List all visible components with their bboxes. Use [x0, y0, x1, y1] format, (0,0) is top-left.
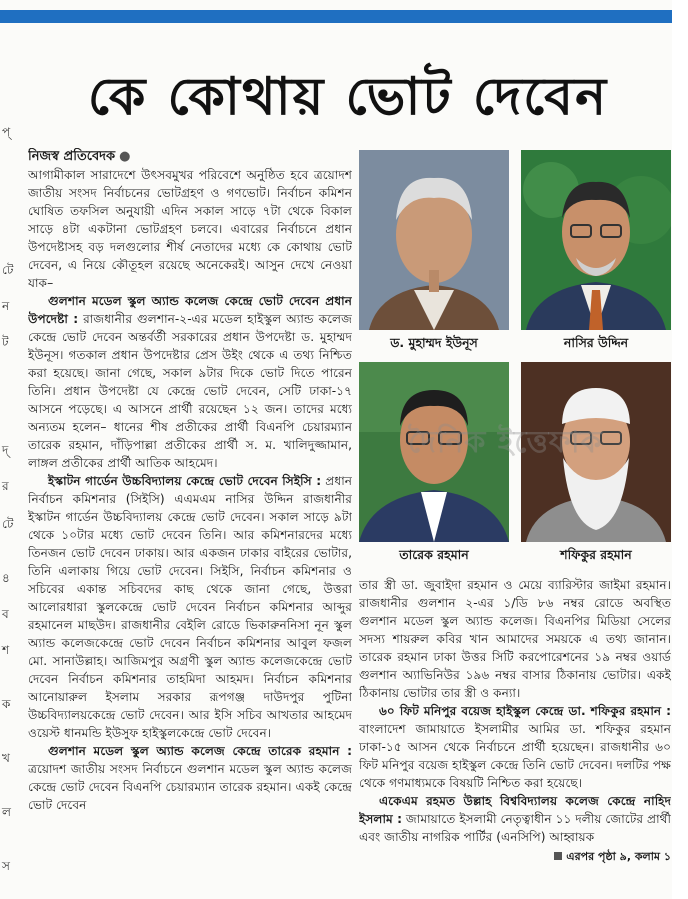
section-4-text: বাংলাদেশ জামায়াতে ইসলামীর আমির ডা. শফিকুর রহমান ঢাকা-১৫ আসন থেকে নির্বাচনে প্রার্থী হয়েছেন। রাজধানীর ৬০ ফিট মনিপুর বয়েজ হাইস্কুল কেন্দ্রে তিনি ভোট দেবেন। দলটির পক্ষ থেকে গণমাধ্যমকে বিষয়টি নিশ্চিত করা হয়েছে।: [359, 722, 671, 790]
portrait-nasir-image: [521, 150, 671, 330]
section-1-text: রাজধানীর গুলশান-২-এর মডেল হাইস্কুল অ্যান্ড কলেজ কেন্দ্রে ভোট দেবেন অন্তর্বর্তী সরকারের প্রধান উপদেষ্টা ড. মুহাম্মদ ইউনূস। গতকাল প্রধান উপদেষ্টার প্রেস উইং থেকে এ তথ্য নিশ্চিত করা হয়েছে। জানা গেছে, সকাল ৯টার দিকে ভোট দিতে পারেন তিনি। প্রধান উপদেষ্টা যে কেন্দ্রে ভোট দেবেন, সেটি ঢাকা-১৭ আসনে পড়েছে। এ আসনে প্রার্থী রয়েছেন ১২ জন। তাদের মধ্যে অন্যতম হলেন– ধানের শীষ প্রতীকের প্রার্থী বিএনপি চেয়ারম্যান তারেক রহমান, দাঁড়িপাল্লা প্রতীকের প্রার্থী স. ম. খালিদুজ্জামান, লাঙ্গল প্রতীকের প্রার্থী আতিক আহমেদ।: [28, 312, 352, 470]
subhead-shafiqur: ৬০ ফিট মনিপুর বয়েজ হাইস্কুল কেন্দ্রে ডা. শফিকুর রহমান :: [379, 704, 671, 718]
intro-text: আগামীকাল সারাদেশে উৎসবমুখর পরিবেশে অনুষ্ঠিত হবে ত্রয়োদশ জাতীয় সংসদ নির্বাচনের ভোটগ্রহণ ও গণভোট। নির্বাচন কমিশন ঘোষিত তফসিল অনুযায়ী এদিন সকাল সাড়ে ৭টা থেকে বিকাল সাড়ে ৪টা একটানা ভোটগ্রহণ চলবে। এবারের নির্বাচনে প্রধান উপদেষ্টাসহ বড় দলগুলোর শীর্ষ নেতাদের মধ্যে কে কোথায় ভোট দেবেন, এ নিয়ে কৌতূহল রয়েছে অনেকেরই। আসুন দেখে নেওয়া যাক–: [28, 168, 352, 290]
square-bullet-icon: [554, 852, 562, 860]
section-2-text: প্রধান নির্বাচন কমিশনার (সিইসি) এএমএম নাসির উদ্দিন রাজধানীর ইস্কাটন গার্ডেন উচ্চবিদ্যালয় কেন্দ্রে ভোট দেবেন। সকাল সাড়ে ৯টা থেকে ১০টার মধ্যে ভোট দেবেন তিনি। আর কমিশনারদের মধ্যে তিনজন ভোট দেবেন ঢাকায়। আর একজন ঢাকার বাইরের ভোটার, তিনি এলাকায় গিয়ে ভোট দেবেন। সিইসি, নির্বাচন কমিশনার ও সচিবের একান্ত সচিবদের কাছ থেকে জানা গেছে, উত্তরা আলোরধারা স্কুলকেন্দ্রে ভোট দেবেন নির্বাচন কমিশনার আব্দুর রহমানেল মাছউদ। রাজধানীর বেইলি রোডে ভিকারুননিসা নূন স্কুল অ্যান্ড কলেজকেন্দ্রে ভোট দেবেন নির্বাচন কমিশনার আবুল ফজল মো. সানাউল্লাহ। আজিমপুর অগ্রণী স্কুল অ্যান্ড কলেজকেন্দ্রে ভোট দেবেন নির্বাচন কমিশনার তাহমিদা আহমদ। নির্বাচন কমিশনার আনোয়ারুল ইসলাম সরকার রূপগঞ্জ দাউদপুর পুটিনা উচ্চবিদ্যালয়কেন্দ্রে ভোট দেবেন। আর ইসি সচিব আখতার আহমেদ ওয়েস্ট ধানমন্ডি ইউসুফ হাইস্কুলকেন্দ্রে ভোট দেবেন।: [28, 474, 352, 740]
page-margin: [672, 0, 688, 899]
paragraph-section-3: [28, 742, 352, 814]
subhead-cec: ইস্কাটন গার্ডেন উচ্চবিদ্যালয় কেন্দ্রে ভোট দেবেন সিইসি :: [48, 474, 322, 488]
portrait-photo-yunus: [359, 150, 509, 330]
watermark: দৈনিক ইত্তেফাক: [408, 425, 603, 460]
caption-tarique: তারেক রহমান: [399, 547, 469, 562]
caption-shafiqur: শফিকুর রহমান: [560, 547, 632, 562]
adjacent-column-fragment: প্ টে ন ট দ্ র টে ৪ ব শ ক খ ল স: [2, 125, 14, 873]
continued-text: এরপর পৃষ্ঠা ৯, কলাম ১: [566, 850, 671, 863]
paragraph-continuation: [359, 576, 671, 702]
portrait-yunus-image: [359, 150, 509, 330]
photo-grid: [359, 150, 671, 562]
paragraph-intro: [28, 166, 352, 292]
byline: [28, 148, 352, 166]
bullet-icon: ●: [119, 149, 131, 164]
top-color-banner: [0, 10, 672, 23]
paragraph-section-5: [359, 792, 671, 863]
paragraph-section-1: [28, 292, 352, 472]
paragraph-section-4: [359, 702, 671, 792]
article-left-column: [28, 148, 352, 893]
section-5-text: জামায়াতে ইসলামী নেতৃত্বাধীন ১১ দলীয় জোটের প্রার্থী এবং জাতীয় নাগরিক পার্টির (এনসিপি) আহ্বায়ক: [359, 812, 671, 844]
continued-on-page[interactable]: [554, 848, 671, 866]
paragraph-section-2: [28, 472, 352, 742]
section-3-text: ত্রয়োদশ জাতীয় সংসদ নির্বাচনে গুলশান মডেল স্কুল অ্যান্ড কলেজ কেন্দ্রে ভোট দেবেন বিএনপি চেয়ারম্যান তারেক রহমান। একই কেন্দ্রে ভোট দেবেন: [28, 762, 352, 812]
subhead-chief-adviser: গুলশান মডেল স্কুল অ্যান্ড কলেজ কেন্দ্রে ভোট দেবেন প্রধান উপদেষ্টা :: [28, 294, 352, 326]
subhead-tarique: গুলশান মডেল স্কুল অ্যান্ড কলেজ কেন্দ্রে তারেক রহমান :: [48, 744, 352, 758]
portrait-photo-nasir: [521, 150, 671, 330]
article-right-column: [359, 576, 671, 893]
byline-text: নিজস্ব প্রতিবেদক: [28, 149, 116, 164]
caption-yunus: ড. মুহাম্মদ ইউনূস: [390, 335, 478, 350]
continuation-text: তার স্ত্রী ডা. জুবাইদা রহমান ও মেয়ে ব্যারিস্টার জাইমা রহমান। রাজধানীর গুলশান ২-এর ১/ডি ৮৬ নম্বর রোডে অবস্থিত গুলশান মডেল স্কুল অ্যান্ড কলেজ। বিএনপির মিডিয়া সেলের সদস্য শায়রুল কবির খান আমাদের সময়কে এ তথ্য জানান। তারেক রহমান ঢাকা উত্তর সিটি করপোরেশনের ১৯ নম্বর ওয়ার্ড গুলশান অ্যাভিনিউর ১৯৬ নম্বর বাসার ঠিকানায় ভোটার। একই ঠিকানায় ভোটার তার স্ত্রী ও কন্যা।: [359, 578, 671, 700]
subhead-nahid: একেএম রহমত উল্লাহ বিশ্ববিদ্যালয় কলেজ কেন্দ্রে নাহিদ ইসলাম :: [359, 794, 671, 826]
caption-nasir: নাসির উদ্দিন: [563, 335, 629, 350]
headline: কে কোথায় ভোট দেবেন: [87, 66, 609, 127]
